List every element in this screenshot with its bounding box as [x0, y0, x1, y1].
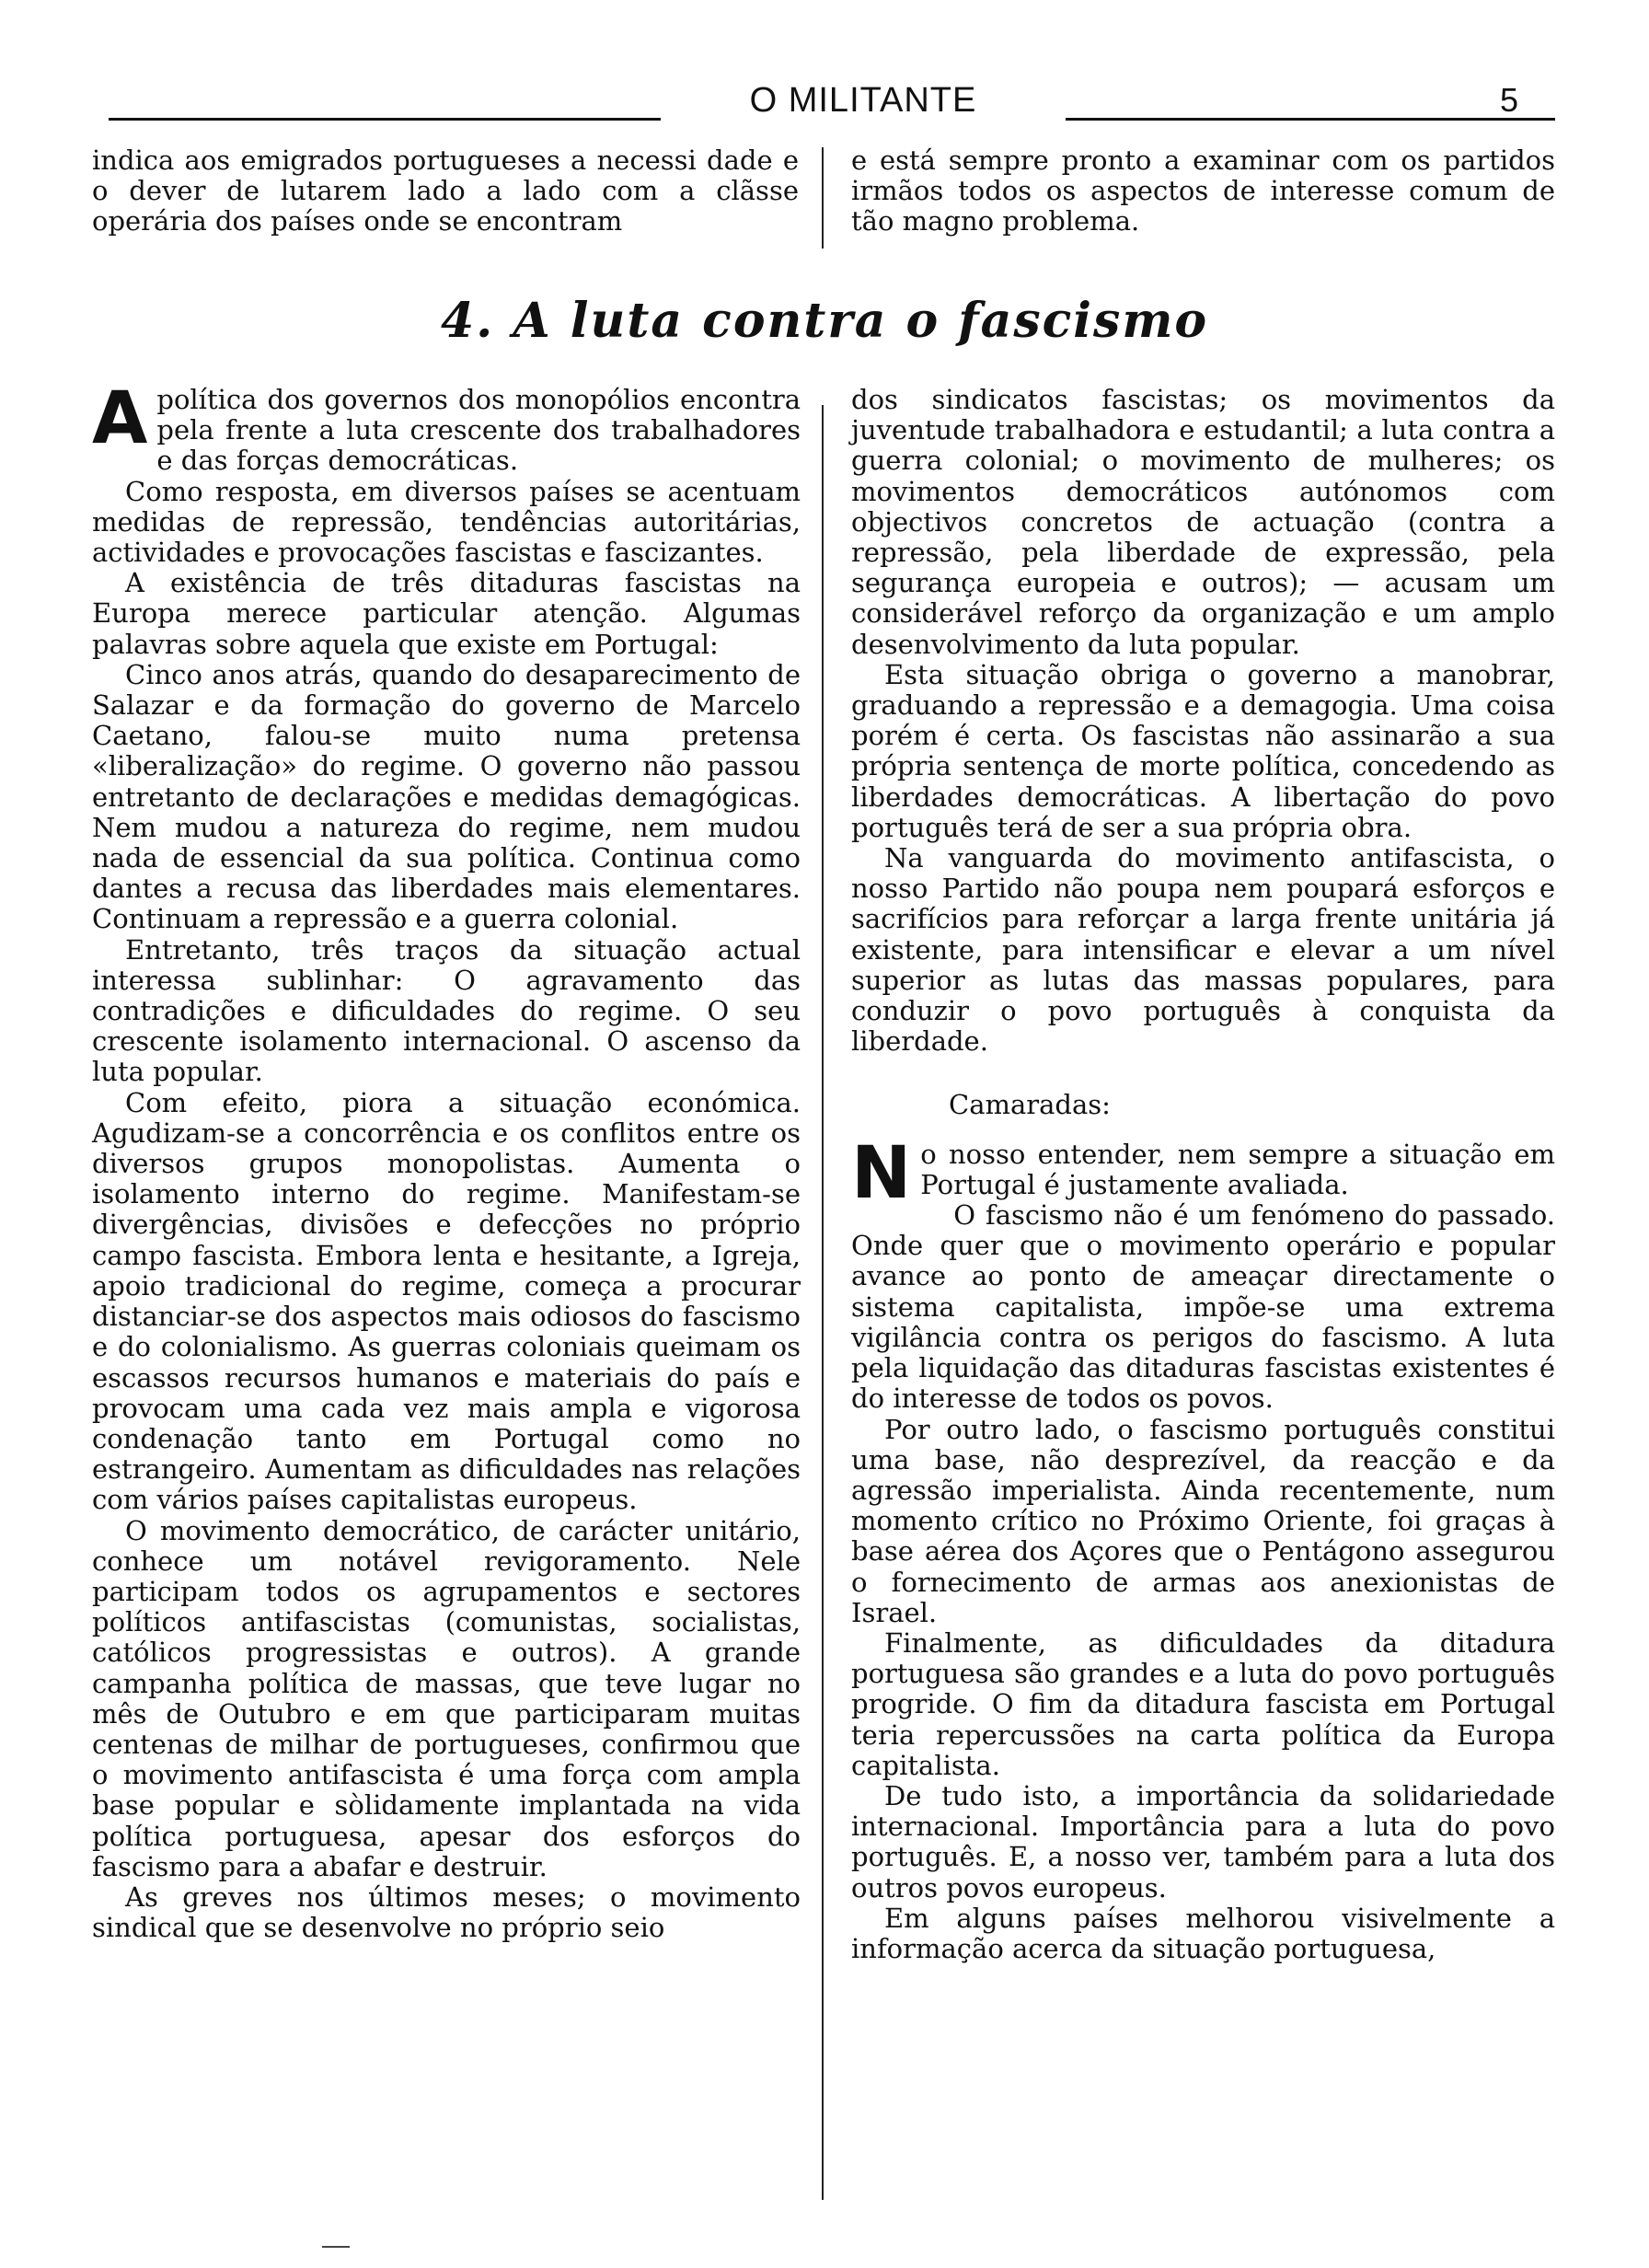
left-p1-text: política dos governos dos monopólios encontra pela frente a luta crescente dos trabalhadores e das forças democráticas. — [156, 384, 801, 477]
right-paragraph-3: Na vanguarda do movimento antifascista, o nosso Partido não poupa nem poupará esforços e sacrifícios para reforçar a larga frente unitária já existente, para intensificar e elevar a um nível superior as lutas das massas populares, para conduzir o povo português à conquista da liberdade. — [851, 842, 1555, 1058]
right-paragraph-2: Esta situação obriga o governo a manobrar, graduando a repressão e a demagogia. Uma coisa porém é certa. Os fascistas não assinarão a sua própria sentença de morte política, concedendo as liberdades democráticas. A libertação do povo português terá de ser a sua própria obra. — [851, 658, 1555, 843]
drop-cap-n: N — [851, 1131, 912, 1215]
header-rule-right — [1066, 118, 1555, 121]
footer-mark — [322, 2246, 350, 2248]
left-paragraph-6: Com efeito, piora a situação económica. Agudizam-se a concorrência e os conflitos entre os diversos grupos monopolistas. Aumenta o isolamento interno do regime. Manifestam-se divergências, divisões e defecções no próprio campo fascista. Embora lenta e hesitante, a Igreja, apoio tradicional do regime, começa a procurar distanciar-se dos aspectos mais odiosos do fascismo e do colonialismo. As guerras coloniais queimam os escassos recursos humanos e materiais do país e provocam uma cada vez mais ampla e vigorosa condenação tanto em Portugal como no estrangeiro. Aumentam as dificuldades nas relações com vários países capitalistas europeus. — [92, 1086, 801, 1516]
masthead: O MILITANTE — [749, 81, 977, 120]
page-header — [109, 79, 1555, 123]
left-paragraph-8: As greves nos últimos meses; o movimento sindical que se desenvolve no próprio seio — [92, 1880, 801, 1944]
main-left-column — [92, 377, 801, 1944]
top-left-column — [92, 145, 799, 237]
column-divider-top — [822, 147, 824, 249]
salutation: Camaradas: — [949, 1089, 1111, 1121]
section-title: 4. A luta contra o fascismo — [440, 293, 1209, 349]
column-divider-main-lower — [822, 1270, 824, 2200]
left-paragraph-7: O movimento democrático, de carácter unitário, conhece um notável revigoramento. Nele participam todos os agrupamentos e sectores políticos antifascistas (comunistas, socialistas, católicos progressistas e outros). A grande campanha política de massas, que teve lugar no mês de Outubro e em que participaram muitas centenas de milhar de portugueses, confirmou que o movimento antifascista é uma força com ampla base popular e sòlidamente implantada na vida política portuguesa, apesar dos esforços do fascismo para a abafar e destruir. — [92, 1514, 801, 1882]
left-paragraph-1 — [92, 377, 801, 477]
top-right-paragraph: e está sempre pronto a examinar com os partidos irmãos todos os aspectos de interesse comum de tão magno problema. — [851, 145, 1555, 237]
continued-text-block — [92, 145, 1555, 265]
right-paragraph-6: Por outro lado, o fascismo português constitui uma base, não desprezível, da reacção e da agressão imperialista. Ainda recentemente, num momento crítico no Próximo Oriente, foi graças à base aérea dos Açores que o Pentágono assegurou o fornecimento de armas aos anexionistas de Israel. — [851, 1413, 1555, 1628]
header-rule-left — [109, 118, 661, 121]
right-paragraph-7: Finalmente, as dificuldades da ditadura portuguesa são grandes e a luta do povo português progride. O fim da ditadura fascista em Portugal teria repercussões na carta política da Europa capitalista. — [851, 1626, 1555, 1781]
drop-cap-a: A — [92, 377, 148, 460]
left-paragraph-3: A existência de três ditaduras fascistas na Europa merece particular atenção. Algumas palavras sobre aquela que existe em Portugal: — [92, 567, 801, 660]
page-number: 5 — [1499, 81, 1518, 119]
right-paragraph-1: dos sindicatos fascistas; os movimentos da juventude trabalhadora e estudantil; a luta contra a guerra colonial; o movimento de mulheres; os movimentos democráticos autónomos com objectivos concretos de actuação (contra a repressão, pela liberdade de expressão, pela segurança europeia e outros); — acusam um considerável reforço da organização e um amplo desenvolvimento da luta popular. — [851, 384, 1555, 660]
top-left-paragraph: indica aos emigrados portugueses a necessi dade e o dever de lutarem lado a lado com a clãsse operária dos países onde se encontram — [92, 145, 799, 237]
right-paragraph-4 — [851, 1131, 1555, 1215]
right-paragraph-8: De tudo isto, a importância da solidariedade internacional. Importância para a luta do povo português. E, a nosso ver, também para a luta dos outros povos europeus. — [851, 1779, 1555, 1904]
main-right-column — [851, 385, 1555, 1964]
column-divider-main-upper — [822, 405, 824, 1279]
left-paragraph-2: Como resposta, em diversos países se acentuam medidas de repressão, tendências autoritárias, actividades e provocações fascistas e fascizantes. — [92, 475, 801, 569]
left-paragraph-5: Entretanto, três traços da situação actual interessa sublinhar: O agravamento das contradições e dificuldades do regime. O seu crescente isolamento internacional. O ascenso da luta popular. — [92, 933, 801, 1088]
right-p4-text: o nosso entender, nem sempre a situação em Portugal é justamente avaliada. — [920, 1138, 1555, 1200]
right-paragraph-9: Em alguns países melhorou visivelmente a informação acerca da situação portuguesa, — [851, 1902, 1555, 1964]
left-paragraph-4: Cinco anos atrás, quando do desaparecimento de Salazar e da formação do governo de Marcelo Caetano, falou-se muito numa pretensa «liberalização» do regime. O governo não passou entretanto de declarações e medidas demagógicas. Nem mudou a natureza do regime, nem mudou nada de essencial da sua política. Continua como dantes a recusa das liberdades mais elementares. Continuam a repressão e a guerra colonial. — [92, 658, 801, 935]
right-paragraph-5: O fascismo não é um fenómeno do passado. Onde quer que o movimento operário e popular avance ao ponto de ameaçar directamente o sistema capitalista, impõe-se uma extrema vigilância contra os perigos do fascismo. A luta pela liquidação das ditaduras fascistas existentes é do interesse de todos os povos. — [851, 1199, 1555, 1415]
top-right-column — [851, 145, 1555, 237]
